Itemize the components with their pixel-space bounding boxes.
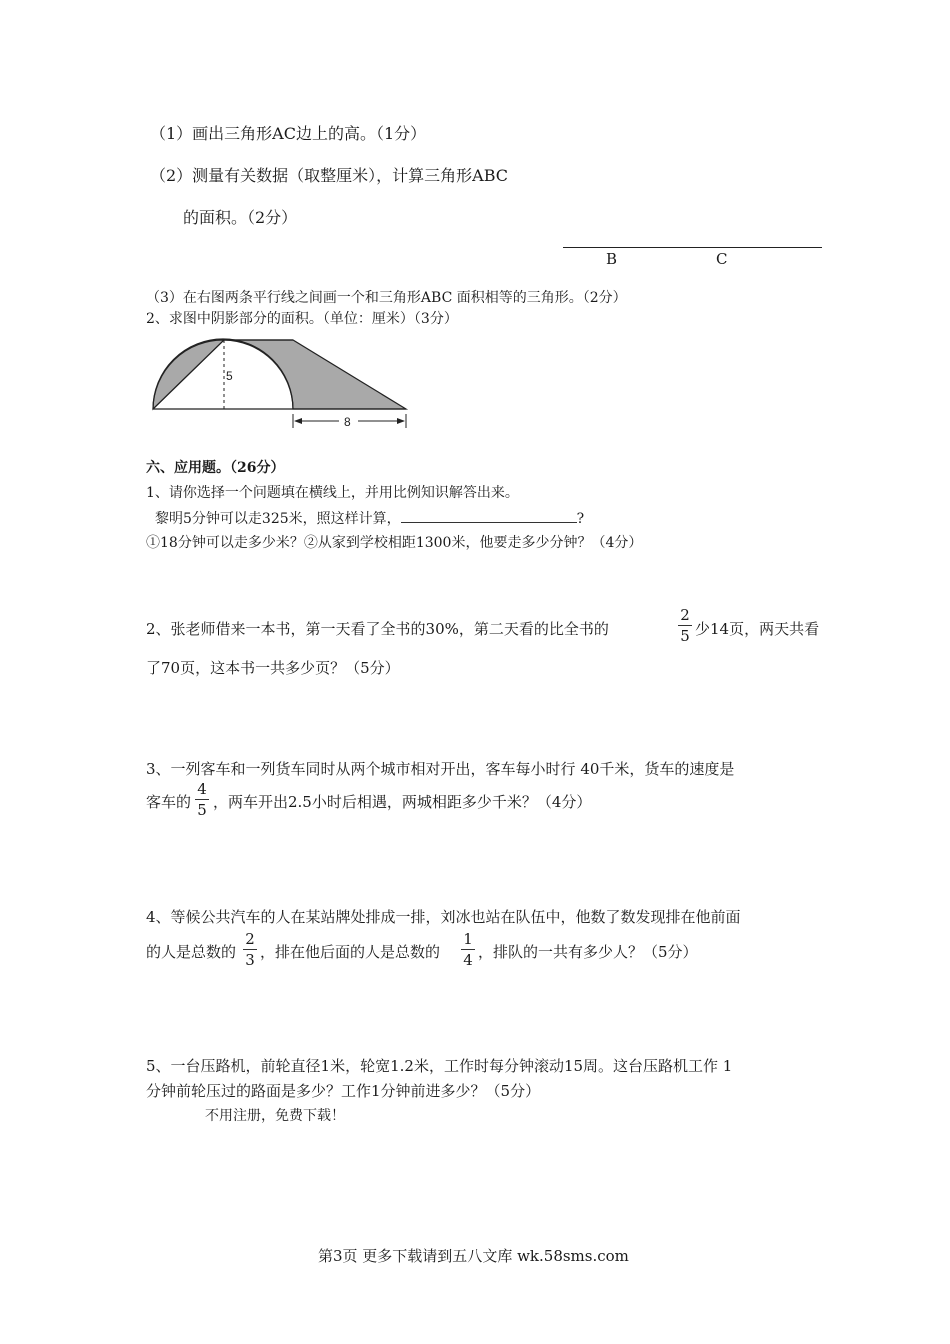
section6-title: 六、应用题。（26分）	[146, 460, 285, 476]
shaded-area-figure	[146, 336, 416, 436]
fraction-2-3: 2 3	[243, 930, 257, 969]
p5-line2: 分钟前轮压过的路面是多少？工作1分钟前进多少？（5分）	[146, 1082, 541, 1100]
p4-line1: 4、等候公共汽车的人在某站牌处排成一排，刘冰也站在队伍中，他数了数发现排在他前面	[146, 908, 741, 926]
p4-line2-a: 的人是总数的	[146, 943, 237, 961]
label-5: 5	[226, 369, 233, 383]
shaded-region-right	[224, 340, 406, 409]
p2-line1-b: 少14页，两天共看	[695, 620, 820, 638]
q1-part3: （3）在右图两条平行线之间画一个和三角形ABC 面积相等的三角形。（2分）	[146, 290, 627, 306]
page-footer: 第3页 更多下载请到五八文库 wk.58sms.com	[318, 1247, 629, 1265]
p1-line2-b: ?	[576, 511, 585, 527]
answer-blank[interactable]	[401, 508, 577, 523]
p3-line2-a: 客车的	[146, 793, 192, 811]
q2-text: 2、求图中阴影部分的面积。（单位：厘米）（3分）	[146, 311, 458, 327]
arrow-head-right	[397, 418, 405, 424]
p4-line2-c: ，排队的一共有多少人？（5分）	[478, 943, 698, 961]
label-c: C	[716, 250, 728, 268]
p1-line1: 1、请你选择一个问题填在横线上，并用比例知识解答出来。	[146, 485, 519, 501]
p1-line3: ①18分钟可以走多少米？②从家到学校相距1300米，他要走多少分钟？（4分）	[146, 535, 643, 551]
p1-line2	[155, 508, 584, 529]
fraction-1-4: 1 4	[461, 930, 475, 969]
p3-line2-b: ，两车开出2.5小时后相遇，两城相距多少千米？（4分）	[213, 793, 592, 811]
p5-line1: 5、一台压路机，前轮直径1米，轮宽1.2米，工作时每分钟滚动15周。这台压路机工作 1	[146, 1057, 733, 1075]
fraction-2-5: 2 5	[678, 606, 692, 645]
label-8: 8	[344, 415, 351, 429]
p1-line2-a: 黎明5分钟可以走325米，照这样计算，	[155, 511, 401, 527]
p2-line1-a: 2、张老师借来一本书，第一天看了全书的30%，第二天看的比全书的	[146, 620, 609, 638]
arrow-head-left	[294, 418, 302, 424]
q1-part1: （1）画出三角形AC边上的高。（1分）	[150, 124, 427, 143]
q1-part2: （2）测量有关数据（取整厘米），计算三角形ABC	[150, 166, 509, 185]
q1-part2-cont: 的面积。（2分）	[183, 208, 298, 227]
p2-line2: 了70页，这本书一共多少页？（5分）	[146, 659, 400, 677]
label-b: B	[606, 250, 618, 268]
p4-line2-b: ，排在他后面的人是总数的	[260, 943, 441, 961]
parallel-line	[563, 247, 822, 248]
p5-line3: 不用注册，免费下载！	[205, 1108, 345, 1124]
fraction-4-5: 4 5	[195, 780, 209, 819]
p3-line1: 3、一列客车和一列货车同时从两个城市相对开出，客车每小时行 40千米，货车的速度是	[146, 760, 735, 778]
